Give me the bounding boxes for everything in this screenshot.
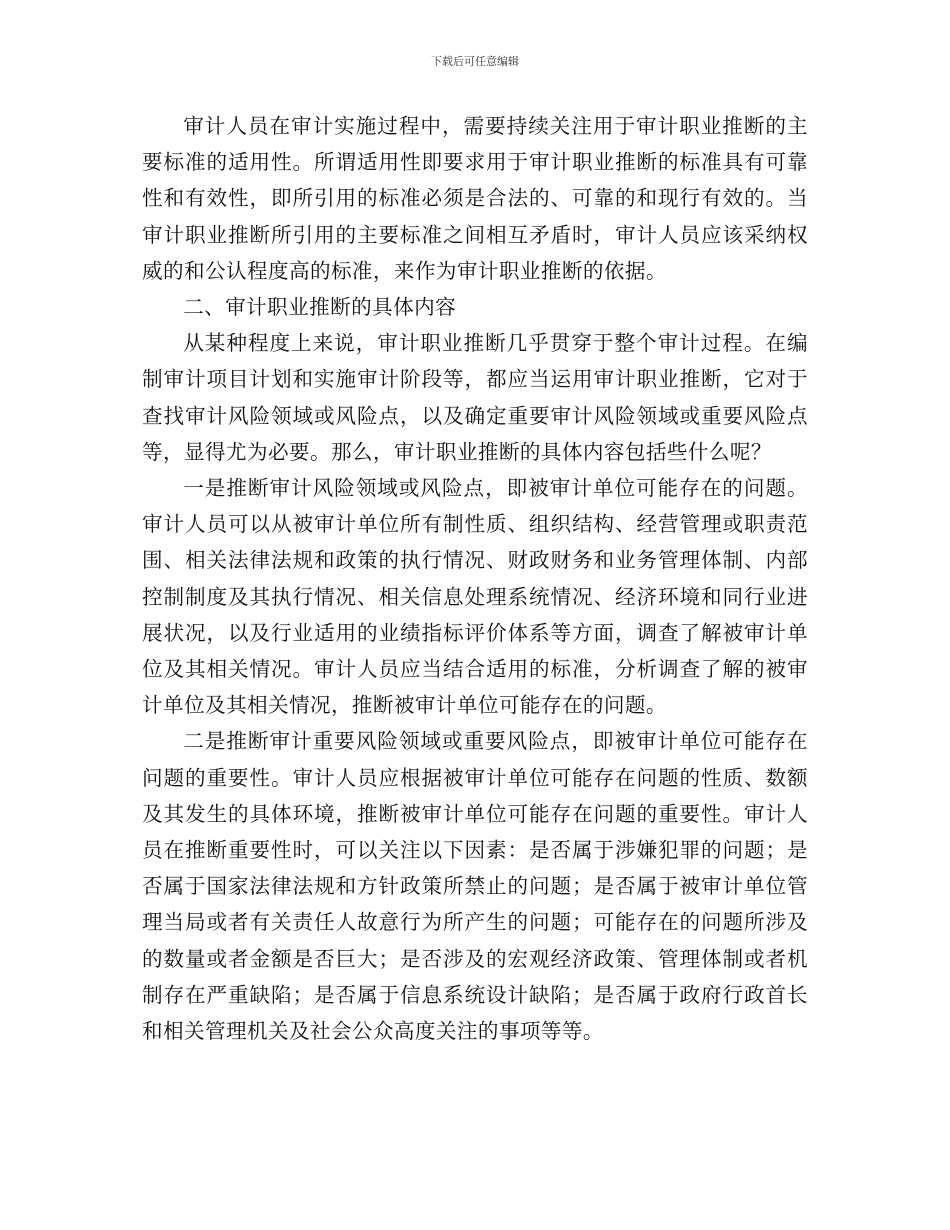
paragraph-risk-areas: 一是推断审计风险领域或风险点，即被审计单位可能存在的问题。审计人员可以从被审计单位所有制性质、组织结构、经营管理或职责范围、相关法律法规和政策的执行情况、财政财务和业务管理体制、内部控制制度及其执行情况、相关信息处理系统情况、经济环境和同行业进展状况，以及行业适用的业绩指标评价体系等方面，调查了解被审计单位及其相关情况。审计人员应当结合适用的标准，分析调查了解的被审计单位及其相关情况，推断被审计单位可能存在的问题。 <box>142 476 808 718</box>
paragraph-important-risks: 二是推断审计重要风险领域或重要风险点，即被审计单位可能存在问题的重要性。审计人员应根据被审计单位可能存在问题的性质、数额及其发生的具体环境，推断被审计单位可能存在问题的重要性。审计人员在推断重要性时，可以关注以下因素：是否属于涉嫌犯罪的问题；是否属于国家法律法规和方针政策所禁止的问题；是否属于被审计单位管理当局或者有关责任人故意行为所产生的问题；可能存在的问题所涉及的数量或者金额是否巨大；是否涉及的宏观经济政策、管理体制或者机制存在严重缺陷；是否属于信息系统设计缺陷；是否属于政府行政首长和相关管理机关及社会公众高度关注的事项等等。 <box>142 729 808 1044</box>
section-heading: 二、审计职业推断的具体内容 <box>183 295 457 320</box>
paragraph-standards-applicability: 审计人员在审计实施过程中，需要持续关注用于审计职业推断的主要标准的适用性。所谓适用性即要求用于审计职业推断的标准具有可靠性和有效性，即所引用的标准必须是合法的、可靠的和现行有效的。当审计职业推断所引用的主要标准之间相互矛盾时，审计人员应该采纳权威的和公认程度高的标准，来作为审计职业推断的依据。 <box>142 114 808 283</box>
paragraph-intro: 从某种程度上来说，审计职业推断几乎贯穿于整个审计过程。在编制审计项目计划和实施审计阶段等，都应当运用审计职业推断，它对于查找审计风险领域或风险点，以及确定重要审计风险领域或重要风险点等，显得尤为必要。那么，审计职业推断的具体内容包括些什么呢？ <box>142 331 808 464</box>
document-body <box>142 108 808 1049</box>
page-header: 下载后可任意编辑 <box>431 55 519 68</box>
